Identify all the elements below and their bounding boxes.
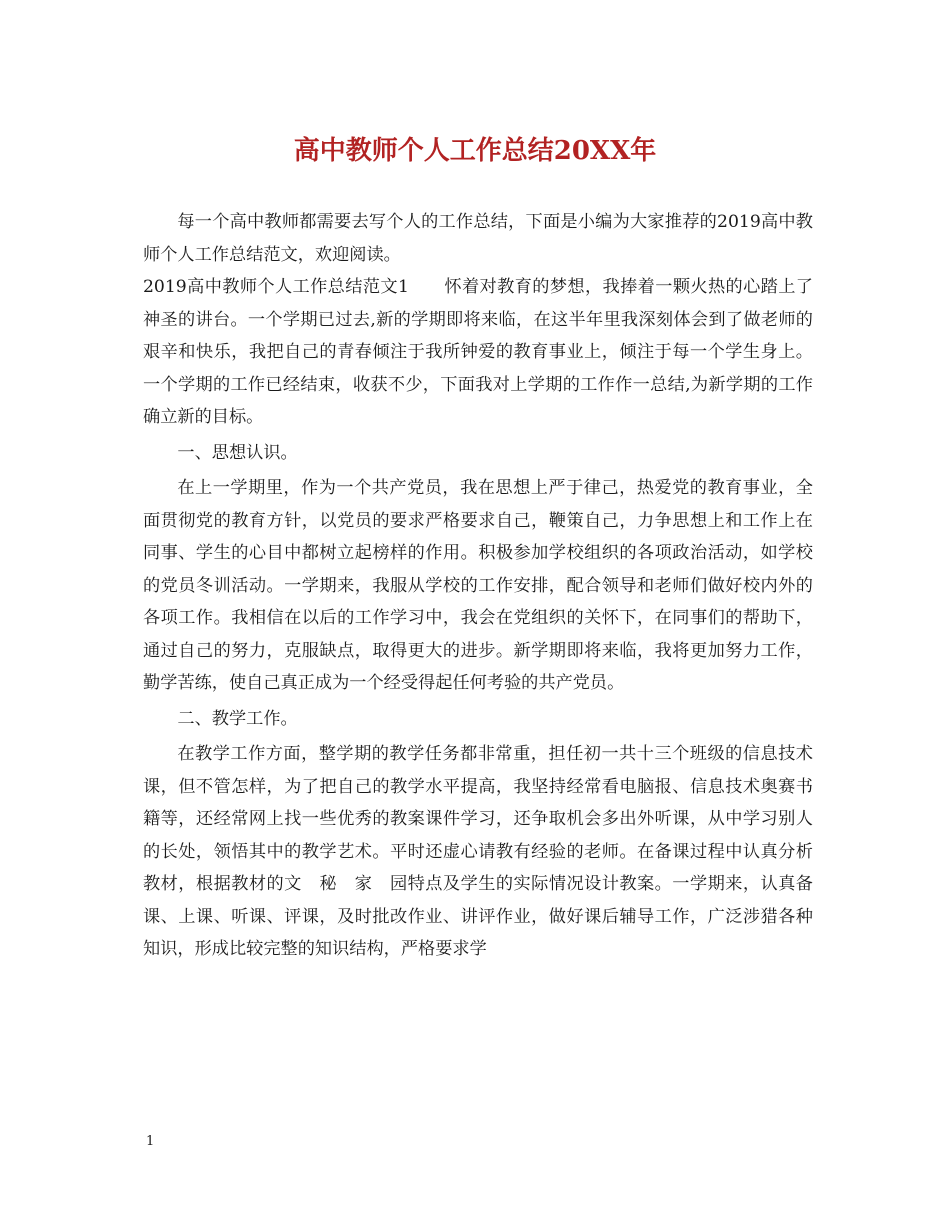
section-heading-teaching: 二、教学工作。 bbox=[177, 708, 298, 729]
document-body bbox=[143, 206, 813, 966]
paragraph-sample-heading: 2019高中教师个人工作总结范文1 怀着对教育的梦想，我捧着一颗火热的心踏上了神圣的讲台。一个学期已过去,新的学期即将来临，在这半年里我深刻体会到了做老师的艰辛和快乐，我把自己的青春倾注于我所钟爱的教育事业上，倾注于每一个学生身上。一个学期的工作已经结束，收获不少，下面我对上学期的工作作一总结,为新学期的工作确立新的目标。 bbox=[143, 277, 813, 427]
page-number: 1 bbox=[146, 1134, 155, 1149]
section-heading-thought: 一、思想认识。 bbox=[177, 442, 298, 463]
paragraph-teaching: 在教学工作方面，整学期的教学任务都非常重，担任初一共十三个班级的信息技术课，但不管怎样，为了把自己的教学水平提高，我坚持经常看电脑报、信息技术奥赛书籍等，还经常网上找一些优秀的教案课件学习，还争取机会多出外听课，从中学习别人的长处，领悟其中的教学艺术。平时还虚心请教有经验的老师。在备课过程中认真分析教材，根据教材的文 秘 家 园特点及学生的实际情况设计教案。一学期来，认真备课、上课、听课、评课，及时批改作业、讲评作业，做好课后辅导工作，广泛涉猎各种知识，形成比较完整的知识结构，严格要求学 bbox=[143, 744, 813, 959]
paragraph-intro: 每一个高中教师都需要去写个人的工作总结，下面是小编为大家推荐的2019高中教师个人工作总结范文，欢迎阅读。 bbox=[143, 212, 813, 265]
document-title: 高中教师个人工作总结20XX年 bbox=[293, 136, 657, 166]
paragraph-thought: 在上一学期里，作为一个共产党员，我在思想上严于律己，热爱党的教育事业，全面贯彻党的教育方针，以党员的要求严格要求自己，鞭策自己，力争思想上和工作上在同事、学生的心目中都树立起榜样的作用。积极参加学校组织的各项政治活动，如学校的党员冬训活动。一学期来，我服从学校的工作安排，配合领导和老师们做好校内外的各项工作。我相信在以后的工作学习中，我会在党组织的关怀下，在同事们的帮助下，通过自己的努力，克服缺点，取得更大的进步。新学期即将来临，我将更加努力工作，勤学苦练，使自己真正成为一个经受得起任何考验的共产党员。 bbox=[143, 478, 813, 693]
